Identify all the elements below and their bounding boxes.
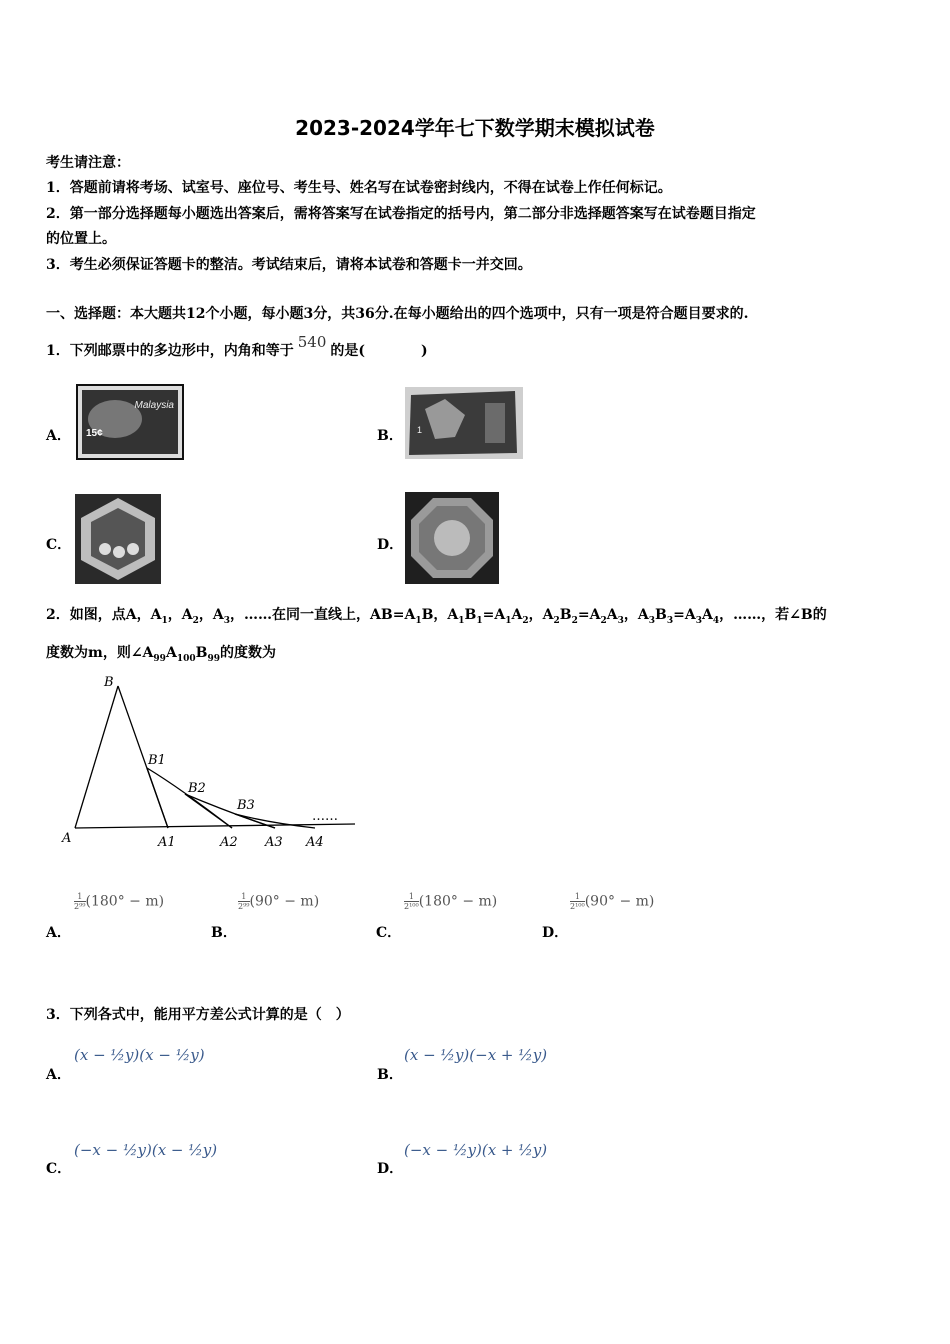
q1-text-before: 1．下列邮票中的多边形中，内角和等于 — [46, 343, 294, 359]
q2-option-d-label[interactable]: D． — [542, 925, 569, 941]
q2-option-c-label[interactable]: C． — [376, 925, 402, 941]
q2-b-fraction: $\frac{1}{\text{2⁹⁹}}$ — [238, 892, 250, 911]
q2-option-a-formula: $\frac{1}{\text{2⁹⁹}}(180^\circ - m)$ — [74, 892, 165, 911]
question-1-stem — [46, 333, 428, 360]
q2-d-fraction: $\frac{1}{\text{2¹⁰⁰}}$ — [570, 892, 585, 911]
section-heading: 一、选择题：本大题共12个小题，每小题3分，共36分.在每小题给出的四个选项中，只有一项是符合题目要求的. — [46, 306, 749, 322]
q3-option-d-label[interactable]: D． — [377, 1161, 404, 1177]
q1-option-a-label[interactable]: A． — [46, 428, 71, 444]
q3-option-b-expr: (x − ½y)(−x + ½y) — [404, 1046, 548, 1064]
q2-option-d-formula: $\frac{1}{\text{2¹⁰⁰}}(90^\circ - m)$ — [570, 892, 655, 911]
q1-stamp-d — [405, 492, 499, 584]
page-title: 2023-2024学年七下数学期末模拟试卷 — [295, 116, 655, 140]
q2-figure — [60, 668, 360, 858]
q1-stamp-c — [75, 494, 161, 584]
notice-item-1: 1．答题前请将考场、试室号、座位号、考生号、姓名写在试卷密封线内，不得在试卷上作任何标记。 — [46, 180, 672, 196]
question-2-stem-line2: 度数为m，则$\angle A_{99}A_{100}B_{99}$的度数为 — [46, 645, 276, 664]
label-B2: B2 — [188, 781, 206, 796]
label-A1: A1 — [158, 835, 176, 850]
q1-text-after: 的是( ) — [330, 343, 428, 359]
q3-option-c-expr: (−x − ½y)(x − ½y) — [74, 1141, 218, 1159]
question-2-stem-line1: 2．如图，点A，$A_1$，$A_2$，$A_3$，……在同一直线上，$AB=A_1B$，$A_1B_1=A_1A_2$，$A_2B_2=A_2A_3$，$A_3B_3=A_3A_4$，……，若∠B的 — [46, 607, 827, 626]
q3-option-a-label[interactable]: A． — [46, 1067, 71, 1083]
label-B3: B3 — [237, 798, 255, 813]
notice-item-3: 3．考生必须保证答题卡的整洁。考试结束后，请将本试卷和答题卡一并交回。 — [46, 257, 532, 273]
q1-value: 540 — [297, 333, 327, 351]
label-A3: A3 — [265, 835, 283, 850]
label-B1: B1 — [148, 753, 166, 768]
stamp-a-value: 15¢ — [86, 428, 103, 439]
q3-option-d-expr: (−x − ½y)(x + ½y) — [404, 1141, 548, 1159]
q1-stamp-b — [405, 387, 523, 459]
q2-option-b-label[interactable]: B． — [211, 925, 237, 941]
label-A2: A2 — [220, 835, 238, 850]
notice-item-2-cont: 的位置上。 — [46, 231, 116, 247]
q1-option-c-label[interactable]: C． — [46, 537, 72, 553]
notice-item-2: 2．第一部分选择题每小题选出答案后，需将答案写在试卷指定的括号内，第二部分非选择题答案写在试卷题目指定 — [46, 206, 756, 222]
svg-text:1: 1 — [417, 425, 423, 435]
q1-stamp-a — [76, 384, 184, 460]
q1-option-d-label[interactable]: D． — [377, 537, 404, 553]
stamp-a-country: Malaysia — [134, 400, 174, 411]
question-3-stem: 3．下列各式中，能用平方差公式计算的是（ ） — [46, 1007, 350, 1023]
q2-option-b-formula: $\frac{1}{\text{2⁹⁹}}(90^\circ - m)$ — [238, 892, 320, 911]
label-ellipsis: …… — [312, 809, 338, 824]
q2-option-a-label[interactable]: A． — [46, 925, 71, 941]
q2-option-c-formula: $\frac{1}{\text{2¹⁰⁰}}(180^\circ - m)$ — [404, 892, 498, 911]
q3-option-b-label[interactable]: B． — [377, 1067, 403, 1083]
q2-a-fraction: $\frac{1}{\text{2⁹⁹}}$ — [74, 892, 86, 911]
q3-option-c-label[interactable]: C． — [46, 1161, 72, 1177]
q3-option-a-expr: (x − ½y)(x − ½y) — [74, 1046, 205, 1064]
q1-option-b-label[interactable]: B． — [377, 428, 403, 444]
label-A4: A4 — [306, 835, 324, 850]
label-B: B — [104, 675, 114, 690]
notice-heading: 考生请注意： — [46, 155, 130, 171]
q2-c-fraction: $\frac{1}{\text{2¹⁰⁰}}$ — [404, 892, 419, 911]
label-A: A — [62, 831, 72, 846]
